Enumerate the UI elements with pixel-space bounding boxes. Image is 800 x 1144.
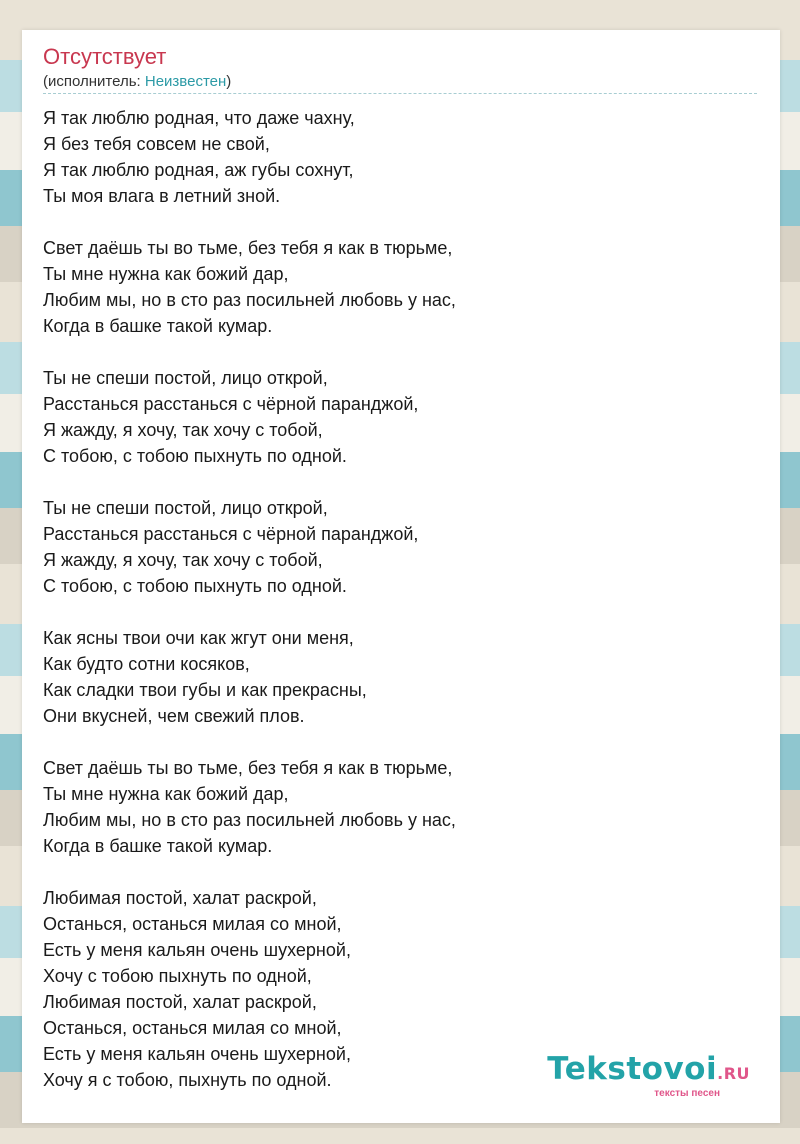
- lyric-line: Когда в башке такой кумар.: [43, 316, 273, 336]
- lyrics-card: [22, 30, 780, 1123]
- stanza: [43, 235, 743, 339]
- lyric-line: Я без тебя совсем не свой,: [43, 134, 270, 154]
- artist-line: [43, 73, 231, 91]
- lyric-line: Есть у меня кальян очень шухерной,: [43, 940, 351, 960]
- lyric-line: Ты мне нужна как божий дар,: [43, 784, 289, 804]
- logo-name: Tekstovoi: [547, 1051, 718, 1087]
- lyric-line: Ты не спеши постой, лицо открой,: [43, 498, 328, 518]
- lyric-line: Расстанься расстанься с чёрной паранджой,: [43, 394, 419, 414]
- lyric-line: С тобою, с тобою пыхнуть по одной.: [43, 576, 347, 596]
- site-logo[interactable]: [547, 1051, 750, 1099]
- lyric-line: Как ясны твои очи как жгут они меня,: [43, 628, 354, 648]
- lyric-line: Хочу с тобою пыхнуть по одной,: [43, 966, 312, 986]
- lyric-line: Как будто сотни косяков,: [43, 654, 250, 674]
- stanza: [43, 105, 743, 209]
- lyric-line: Останься, останься милая со мной,: [43, 914, 342, 934]
- logo-tagline: тексты песен: [654, 1088, 720, 1099]
- artist-link[interactable]: Неизвестен: [144, 73, 227, 90]
- lyric-line: Они вкусней, чем свежий плов.: [43, 706, 305, 726]
- lyric-line: Хочу я с тобою, пыхнуть по одной.: [43, 1070, 332, 1090]
- lyric-line: Свет даёшь ты во тьме, без тебя я как в тюрьме,: [43, 758, 453, 778]
- stanza: [43, 495, 743, 599]
- lyric-line: Любим мы, но в сто раз посильней любовь у нас,: [43, 290, 456, 310]
- song-title: Отсутствует: [43, 44, 167, 69]
- lyric-line: Я жажду, я хочу, так хочу с тобой,: [43, 550, 323, 570]
- lyric-line: Любим мы, но в сто раз посильней любовь у нас,: [43, 810, 456, 830]
- lyric-line: Любимая постой, халат раскрой,: [43, 888, 317, 908]
- lyric-line: Любимая постой, халат раскрой,: [43, 992, 317, 1012]
- logo-domain: .RU: [717, 1064, 750, 1083]
- lyric-line: С тобою, с тобою пыхнуть по одной.: [43, 446, 347, 466]
- lyric-line: Как сладки твои губы и как прекрасны,: [43, 680, 367, 700]
- artist-prefix: (исполнитель:: [43, 73, 145, 90]
- lyric-line: Ты мне нужна как божий дар,: [43, 264, 289, 284]
- lyric-line: Свет даёшь ты во тьме, без тебя я как в тюрьме,: [43, 238, 453, 258]
- stanza: [43, 625, 743, 729]
- stanza: [43, 755, 743, 859]
- lyrics-body: [43, 105, 743, 1119]
- lyric-line: Есть у меня кальян очень шухерной,: [43, 1044, 351, 1064]
- logo-wordmark: [547, 1051, 750, 1089]
- lyric-line: Я так люблю родная, аж губы сохнут,: [43, 160, 354, 180]
- lyric-line: Останься, останься милая со мной,: [43, 1018, 342, 1038]
- lyric-line: Ты не спеши постой, лицо открой,: [43, 368, 328, 388]
- artist-suffix: ): [226, 73, 232, 90]
- lyric-line: Я так люблю родная, что даже чахну,: [43, 108, 355, 128]
- lyric-line: Ты моя влага в летний зной.: [43, 186, 281, 206]
- lyric-line: Когда в башке такой кумар.: [43, 836, 273, 856]
- stanza: [43, 365, 743, 469]
- lyric-line: Расстанься расстанься с чёрной паранджой,: [43, 524, 419, 544]
- divider: [43, 93, 757, 94]
- lyric-line: Я жажду, я хочу, так хочу с тобой,: [43, 420, 323, 440]
